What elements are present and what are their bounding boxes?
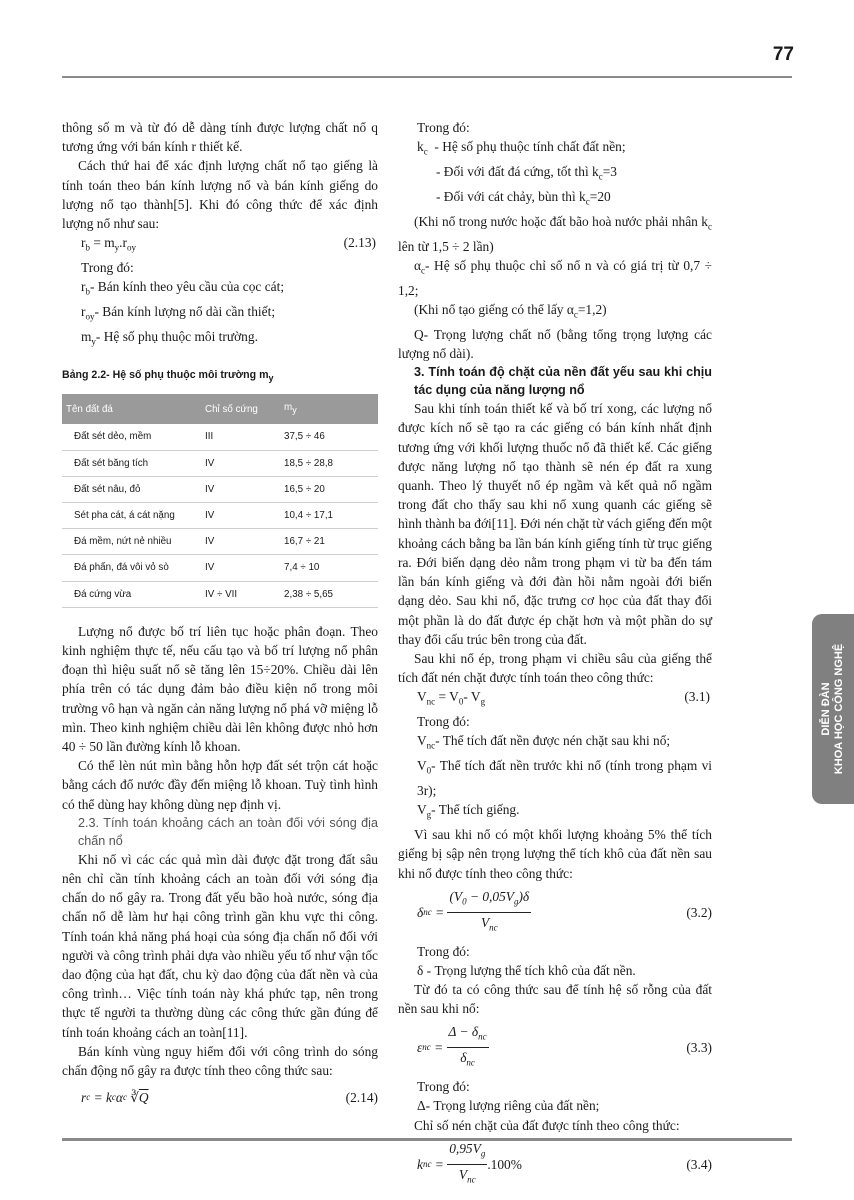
definition: Q- Trọng lượng chất nổ (bằng tổng trọng lượng các lượng nổ dài). — [398, 326, 712, 362]
definition: $m_y-$ Hệ số phụ thuộc môi trường. — [81, 329, 258, 347]
equation-3-4: k nc = $\frac{0,95V_g}{V_{nc}}$ .100% (3.4) — [417, 1140, 712, 1185]
definition: $k_c$ - Hệ số phụ thuộc tính chất đất nền; — [417, 139, 626, 157]
where-label: Trong đó: — [417, 714, 470, 730]
equation-number: (3.3) — [686, 1040, 712, 1056]
paragraph: Sau khi tính toán thiết kế và bố trí xong, các lượng nổ được kích nổ sẽ tạo ra các giếng có bán kính nhất định tương ứng với khối lượng thuốc nổ đã thiết kế. Các giếng được năng lượng nổ tạo thành sẽ nén ép đất ra xung quanh. Theo lý thuyết nổ ép ngầm và kết quả nổ ngầm trong đất cho thấy sau khi nổ xung quanh các giếng sẽ hình thành ba đới[11]. Đới nén chặt từ vách giếng đến một khoảng cách bằng ba lần bán kính giếng tính từ trục giếng ra. Đới biến dạng dẻo nằm trong phạm vi từ ba đến tám lần bán kính giếng và đới đàn hồi nằm ngoài đới biến dạng dẻo. Sau khi nổ, đặc trưng cơ học của đất thay đổi một phần là do đất được ép chặt hơn và một phần do sự thay đổi cấu trúc bên trong của đất. — [398, 401, 712, 647]
table-row: Đá mềm, nứt nẻ nhiều IV 16,7 ÷ 21 — [62, 529, 378, 555]
footer-rule — [62, 1138, 792, 1141]
equation-number: (3.1) — [684, 689, 710, 705]
header-rule — [62, 76, 792, 78]
equation-number: (3.2) — [686, 904, 712, 920]
definition: $V_0-$ Thể tích đất nền trước khi nổ (tính trong phạm vi 3r); — [417, 758, 712, 799]
note: (Khi nổ trong nước hoặc đất bão hoà nước phải nhân $k_c$ lên từ 1,5 ÷ 2 lần) — [398, 213, 712, 254]
equation-number: (2.13) — [343, 235, 376, 251]
table-row: Đất sét dẻo, mềm III 37,5 ÷ 46 — [62, 424, 378, 450]
soil-coefficient-table — [62, 394, 378, 608]
table-row: Đá phấn, đá vôi vỏ sò IV 7,4 ÷ 10 — [62, 555, 378, 581]
paragraph: thông số m và từ đó dễ dàng tính được lượng chất nổ q tương ứng với bán kính r thiết kế. — [62, 120, 378, 155]
paragraph: Lượng nổ được bố trí liên tục hoặc phân đoạn. Theo kinh nghiệm thực tế, nếu cấu tạo và bố trí lượng nổ phân đoạn thì hiệu suất nổ sẽ tăng lên 15÷20%. Chiều dài lên phía trên có tác dụng đảm bảo điều kiện nổ trong môi trường vô hạn và ngăn cản năng lượng nổ phá vỡ miệng lỗ mìn. Theo kinh nghiệm chiều dài lên không được nhỏ hơn 40 ÷ 50 lần đường kính lỗ khoan. — [62, 623, 378, 755]
paragraph: Khi nổ vì các các quả mìn dài được đặt trong đất sâu nên chỉ cần tính khoảng cách an toàn đối với sóng địa chấn do nổ gây ra. Trong đất yếu bão hoà nước, sóng địa chấn nổ dễ làm hư hại công trình gần khu vực thi công. Tính toán khả năng phá hoại của sóng địa chấn nổ đối với người và công trình phải dựa vào nhiều yếu tố như vận tốc dao động của hạt đất, chu kỳ dao động của đất nền và của công trình… Việc tính toán này khá phức tạp, nên trong thực tế người ta thường dùng các công thức gần đúng để tính toán khoảng cách an toàn[11]. — [62, 851, 378, 1040]
table-caption: Bảng 2.2- Hệ số phụ thuộc môi trường $m_y$ — [62, 368, 274, 384]
where-label: Trong đó: — [81, 260, 134, 276]
right-column — [398, 118, 712, 1194]
definition: $\alpha_c-$ Hệ số phụ thuộc chỉ số nổ n và có giá trị từ 0,7 ÷ 1,2; — [398, 257, 712, 298]
paragraph: Sau khi nổ ép, trong phạm vi chiều sâu của giếng thể tích đất nén chặt được tính toán theo công thức: — [398, 650, 712, 686]
equation-2-14: r c = k c α c ∛ $\overline{Q}$ (2.14) — [62, 1088, 378, 1107]
section-heading: 2.3. Tính toán khoảng cách an toàn đối với sóng địa chấn nổ — [78, 815, 378, 848]
left-column — [62, 118, 378, 1111]
paragraph: Cách thứ hai để xác định lượng chất nổ tạo giếng là tính toán theo bán kính lượng nổ và bán kính giếng do lượng nổ tạo thành[5]. Khi đó công thức để xác định lượng nổ như sau: — [62, 158, 378, 232]
definition: - Đối với đất đá cứng, tốt thì $k_c=3$ — [436, 164, 617, 182]
section-heading: 3. Tính toán độ chặt của nền đất yếu sau khi chịu tác dụng của năng lượng nổ — [414, 365, 712, 398]
note: (Khi nổ tạo giếng có thể lấy $\alpha_c=1,2$) — [414, 301, 607, 320]
definition: $r_b-$ Bán kính theo yêu cầu của cọc cát; — [81, 279, 285, 297]
equation-3-2: δ nc = $\frac{(V_0 - 0,05V_g)\delta}{V_{nc}}$ (3.2) — [417, 888, 712, 933]
definition: $V_{nc}-$ Thể tích đất nền được nén chặt sau khi nổ; — [417, 733, 671, 752]
table-header: Tên đất đá — [62, 394, 201, 424]
definition: - Đối với cát chảy, bùn thì $k_c=20$ — [436, 188, 611, 207]
equation-3-3: ε nc = $\frac{\Delta - \delta_{nc}}{\delta_{nc}}$ (3.3) — [417, 1024, 712, 1068]
equation-number: (3.4) — [686, 1156, 712, 1172]
table-row: Đá cứng vừa IV ÷ VII 2,38 ÷ 5,65 — [62, 581, 378, 607]
page-number: 77 — [772, 44, 794, 65]
paragraph: Có thể lèn nút mìn bằng hỗn hợp đất sét trộn cát hoặc bằng cách đổ nước đầy đến miệng lỗ khoan. Tuỳ tình hình có thể dùng hay không dùng nẹp định vị. — [62, 758, 378, 812]
table-row: Sét pha cát, á cát nặng IV 10,4 ÷ 17,1 — [62, 503, 378, 529]
paragraph: Chỉ số nén chặt của đất được tính theo công thức: — [414, 1117, 680, 1133]
table-row: Đất sét băng tích IV 18,5 ÷ 28,8 — [62, 450, 378, 476]
table-header: $m_y$ — [280, 394, 378, 424]
where-label: Trong đó: — [417, 120, 470, 135]
table-header: Chỉ số cứng — [201, 394, 280, 424]
definition: δ - Trọng lượng thể tích khô của đất nền. — [417, 962, 636, 978]
definition: $r_{oy}-$ Bán kính lượng nổ dài cần thiết; — [81, 304, 276, 322]
paragraph: Vì sau khi nổ có một khối lượng khoảng 5% thể tích giếng bị sập nên trọng lượng thể tích khô của đất nền sau khi nổ được tính theo công thức: — [398, 827, 712, 881]
equation-2-13: $r_b = m_y.r_{oy}$ (2.13) — [62, 233, 378, 258]
equation-3-1: $V_{nc} = V_0-$ $V_g$ (3.1) — [398, 687, 712, 712]
paragraph: Bán kính vùng nguy hiểm đối với công trình do sóng chấn động nổ gây ra được tính theo công thức sau: — [62, 1043, 378, 1079]
where-label: Trong đó: — [417, 943, 470, 959]
paragraph: Từ đó ta có công thức sau để tính hệ số rỗng của đất nền sau khi nổ: — [398, 981, 712, 1017]
equation-number: (2.14) — [345, 1090, 378, 1106]
side-tab-label: DIỄN ĐÀN KHOA HỌC CÔNG NGHỆ — [820, 643, 845, 775]
table-row: Đất sét nâu, đỏ IV 16,5 ÷ 20 — [62, 476, 378, 502]
definition: $V_g-$ Thể tích giếng. — [417, 802, 520, 821]
definition: Δ- Trọng lượng riêng của đất nền; — [417, 1098, 600, 1114]
where-label: Trong đó: — [417, 1079, 470, 1095]
